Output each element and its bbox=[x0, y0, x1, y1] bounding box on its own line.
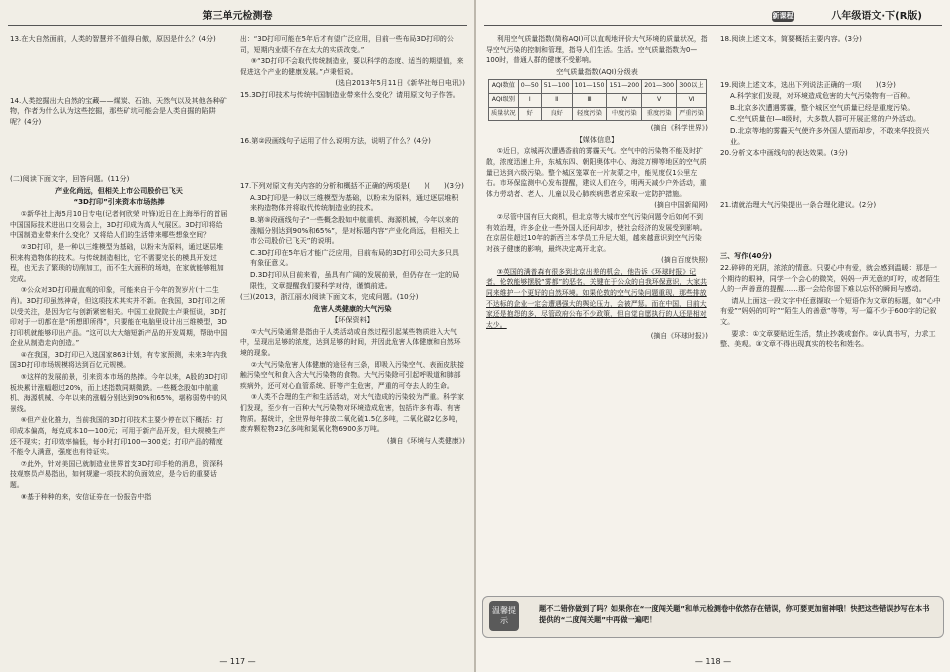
aqi-cell: 201—300 bbox=[642, 80, 677, 94]
section-3-heading: (三)(2013，浙江丽水)阅读下面文本，完成问题。(10分) bbox=[240, 292, 419, 302]
left-page-number: — 117 — bbox=[219, 657, 256, 666]
env-paragraph-1: ①大气污染通常是指由于人类活动或自然过程引起某些物质进入大气中，呈现出足够的浓度，达到足够的时间，并因此危害人体健康和自然环境的现象。 bbox=[240, 327, 461, 358]
source-note: (选自2013年5月11日《新华社每日电讯》) bbox=[335, 79, 465, 88]
aqi-cell: 中度污染 bbox=[607, 107, 642, 121]
article-subtitle: “3D打印”引来资本市场热捧 bbox=[73, 196, 165, 206]
media-source-2: (摘自百度快照) bbox=[661, 256, 708, 265]
question-13: 13.在大自然面前，人类的智慧并不值得自傲，原因是什么？(4分) bbox=[10, 34, 216, 43]
aqi-cell: 严重污染 bbox=[677, 107, 707, 121]
aqi-cell: 重度污染 bbox=[642, 107, 677, 121]
env-paragraph-3: ③人类不合理的生产和生活活动，对大气造成的污染较为严重。科学家们发现，至少有一百种大气污染物对环境造成危害，包括许多有毒、有害物质。据统计，全世界每年排放二氧化硫1.5亿多吨，二氧化碳2亿多吨，废弃颗粒物23亿多吨和氮氧化物6900多万吨。 bbox=[240, 393, 464, 434]
section-2-heading: (二)阅读下面文字，回答问题。(11分) bbox=[10, 174, 130, 184]
right-page bbox=[476, 0, 950, 672]
media-source-1: (摘自中国新闻网) bbox=[654, 201, 708, 210]
writing-heading: 三、写作(40分) bbox=[720, 251, 772, 261]
aqi-cell: 0—50 bbox=[518, 80, 541, 94]
aqi-cell: Ⅳ bbox=[607, 93, 642, 107]
aqi-cell: Ⅲ bbox=[572, 93, 607, 107]
tip-badge: 温馨提示 bbox=[489, 601, 519, 631]
aqi-cell: 300以上 bbox=[677, 80, 707, 94]
article-title: 产业化尚远，但相关上市公司股价已飞天 bbox=[55, 185, 183, 195]
aqi-table bbox=[488, 79, 707, 121]
aqi-cell: 好 bbox=[518, 107, 541, 121]
question-17: 17.下列对原文有关内容的分析和概括不正确的两项是( )( )(3分) bbox=[240, 181, 464, 191]
right-column-2 bbox=[720, 34, 942, 351]
aqi-table-row bbox=[489, 80, 707, 94]
paragraph-3: ③公众对3D打印最直观的印象，可能来自于今年的贺岁片(十二生肖)。3D打印虽然神奇，但这项技术其实并不新。在我国，3D打印之所以受关注，是因为它与创新紧密相关。中国工业院院士卢秉恒说，3D打印对于一切都在是“所想即所得”，只要能在电脑里设计出三维模型，3D打印机就能够印出产品。“这可以大大缩短新产品的开发周期，帮助中国企业从制造走向创造。” bbox=[10, 286, 228, 348]
question-16: 16.第②段画线句子运用了什么说明方法，说明了什么？(4分) bbox=[240, 135, 431, 145]
media-paragraph-1: ①近日，京城再次遭遇香前的雾霾天气。空气中的污染物不能及时扩散，浓度迅速上升，东城东四、朝阳奥体中心、海淀万柳等地区的空气质量已达到六级污染。整个城区笼罩在一片灰蒙之中，能见度仅1公里左右。市环保监测中心发布提醒，建议人们在今，明两天减少户外活动，重体力劳动者、老人、儿童以及心肺疾病患者应采取一定防护措施。 bbox=[486, 147, 707, 198]
env-paragraph-2: ②大气污染危害人体健康的途径有三条，即吸入污染空气、表面皮肤接触污染空气和食入含大气污染物的食物。大气污染除可引起呼吸道和肺部疾病外，还可对心血管系统、肝等产生危害，严重的可夺去人的生命。 bbox=[240, 360, 464, 390]
q19-option-c: C.空气质量在Ⅰ—Ⅱ级时，大多数人群可开展正常的户外活动。 bbox=[730, 114, 921, 124]
aqi-cell: 轻度污染 bbox=[572, 107, 607, 121]
quote-a: 出：“3D打印可能在5年后才有望广泛应用，目前一些布局3D打印的公司，短期内业绩不存在太大的实质改变。” bbox=[240, 35, 454, 54]
paragraph-2: ②3D打印，是一种以三维模型为基础，以粉末为原料，通过逐层堆积来构造物体的技术。与传统制造相比，它不需要完长的模具开发过程，也无去了繁琐的切削加工，而不生大面积的场地，在家就能够粗加完成。 bbox=[10, 242, 224, 283]
aqi-cell: Ⅰ bbox=[518, 93, 541, 107]
question-18: 18.阅读上述文本，简要概括主要内容。(3分) bbox=[720, 34, 862, 43]
question-14: 14.人类挖掘出大自然的宝藏——煤炭、石油、天然气以及其他各种矿物，作者为什么认为这些挖掘，那些矿坑可能会是人类自掘的陷阱呢？(4分) bbox=[10, 95, 227, 126]
paragraph-4: ④在我国，3D打印已入选国家863计划，有专家预测，未来3年内我国3D打印市场规模将达到百亿元规模。 bbox=[10, 350, 227, 370]
aqi-row-header: AQI数值 bbox=[489, 80, 519, 94]
aqi-intro: 利用空气质量指数(简称AQI)可以直观地评价大气环境的质量状况，指导空气污染的控制和管理，指导人们生活。生活。空气质量指数为0—100时，普通人群的健康不受影响。 bbox=[486, 35, 708, 65]
right-header bbox=[484, 4, 942, 26]
paragraph-1: ①新华社上海5月10日专电(记者何欣荣 叶锋)近日在上海举行的首届中国国际技术进出口交易会上，3D打印成为高人气展区。3D打印将给中国制造业带来什么变化？又将给人们的生活带来哪些想象空间？ bbox=[10, 210, 228, 240]
option-c: C.3D打印在5年后才能广泛应用，目前布局的3D打印公司大多只具有象征意义。 bbox=[250, 247, 460, 268]
aqi-cell: 151—200 bbox=[607, 80, 642, 94]
table-source: (摘自《科学世界》) bbox=[650, 124, 708, 133]
option-b: B.第⑤段画线句子“一些概念股如中航重机、海源机械，今年以来的涨幅分别达到90%和65%”，是对标题内容“产业化尚远，但相关上市公司股价已飞天”的说明。 bbox=[250, 214, 460, 246]
question-15: 15.3D打印技术与传统中国制造业带来什么变化？请用原文句子作答。 bbox=[240, 89, 460, 99]
q19-option-a: A.科学家们发现，对环境造成危害的大气污染物有一百种。 bbox=[730, 91, 915, 101]
aqi-cell: Ⅱ bbox=[541, 93, 572, 107]
aqi-row-header: AQI级别 bbox=[489, 93, 519, 107]
left-column-2 bbox=[240, 34, 465, 447]
tip-box bbox=[482, 596, 944, 638]
q19-option-b: B.北京多次遭遇雾霾，整个城区空气质量已经是重度污染。 bbox=[730, 102, 915, 112]
tip-text: 题不二错你做到了吗？如果你在“一度闯关题”和单元检测卷中依然存在错误，你可要更加留神哦！快把这些错误抄写在本书提供的“二度闯关题”中再做一遍吧！ bbox=[539, 604, 930, 624]
question-21: 21.请就治理大气污染提出一条合理化建议。(2分) bbox=[720, 199, 877, 209]
aqi-table-title: 空气质量指数(AQI)分级表 bbox=[556, 66, 638, 76]
paragraph-7: ⑦此外，针对美国已就制造业世界首支3D打印手枪的消息，资深科技观察员卢易指出，如何规避一项技术的负面效应，是今后的重要话题。 bbox=[10, 459, 224, 489]
aqi-table-row bbox=[489, 93, 707, 107]
media-label: 【媒体信息】 bbox=[575, 134, 619, 144]
env-label: 【环保资料】 bbox=[331, 315, 374, 325]
paragraph-6: ⑥但产业化推力，当前我国的3D打印技术主要少停在以下概括：打印成本偏高，每克成本10—100元；可用于新产品开发，但大规模生产还不现实；打印效率偏低，每小时打印100—300克；打印产品的精度不能令人满意，强度也有待证实。 bbox=[10, 416, 226, 457]
right-column-1 bbox=[486, 34, 708, 343]
question-19: 19.阅读上述文本，选出下列说法正确的一项( )(3分) bbox=[720, 79, 896, 89]
media-paragraph-3: ③英国的满普森有很多到北京出差的机会，他告诉《环球时报》记者，伦敦能够摆脱“雾都”的恶名，关键在于公众的自我环保意识，大家共同来维护一个更好的自然环境。如果伦敦的空气污染问题重现，那些排放不达标的企业一定会遭遇强大的舆论压力，会被严惩。而在中国，目前大家还是抱怨的多，尽管政府公布不少政策，但自觉自愿执行的人还是相对太少。 bbox=[486, 267, 708, 329]
right-header-title: 八年级语文·下(R版) bbox=[831, 11, 922, 22]
aqi-cell: 101—150 bbox=[572, 80, 607, 94]
aqi-cell: Ⅴ bbox=[642, 93, 677, 107]
right-page-number: — 118 — bbox=[694, 657, 732, 666]
aqi-table-row bbox=[489, 107, 707, 121]
question-22: 22.碎碎的光阴，浓浓的情意。只要心中有爱，就会感到温暖：那是一个期待的眼神，同学一个会心的微笑，妈妈一声无意的叮咛，或者陌生人的一声善意的提醒……那一会给你留下难以忘怀的瞬间与感动。 bbox=[720, 262, 940, 294]
option-a: A.3D打印是一种以三维模型为基础，以粉末为原料，通过逐层堆积来构造物体并将取代传统制造业的技术。 bbox=[250, 192, 459, 213]
media-paragraph-2: ②尽管中国有巨大商机，但北京等大城市空气污染问题令后如何不到有效治理，许多企业一些外国人还问却步，使社会经济的发展受到影响。在京居住超过10年的新西兰本学员工升尼大姐，越来越意识到空气污染对孩子健康的影响，最终决定离开北京。 bbox=[486, 212, 707, 253]
question-20: 20.分析文本中画线句的表达效果。(3分) bbox=[720, 148, 848, 158]
question-22-instruction: 请从上面这一段文字中任意撷取一个短语作为文章的标题，如“心中有爱”“妈妈的叮咛”“陌生人的善意”等等，写一篇不少于600字的记叙文。 bbox=[720, 295, 941, 326]
env-source: (摘自《环境与人类健康》) bbox=[387, 436, 465, 445]
article-2-title: 危害人类健康的大气污染 bbox=[313, 303, 392, 313]
paragraph-5: ⑤这样的发展前景，引来资本市场的热捧。今年以来，A股的3D打印板块累计涨幅超过20%，而上述指数同期微跌。一些概念股如中航重机、海源机械、今年以来的涨幅分别达到90%和65%，堪称弱势中的风景线。 bbox=[10, 373, 228, 413]
aqi-row-header: 质量状况 bbox=[489, 107, 519, 121]
left-header-title: 第三单元检测卷 bbox=[202, 11, 273, 22]
quote-b: ⑨“3D打印不会取代传统制造业，要以科学的态度、适当的期望值，来促进这个产业的健康发展。”卢秉恒说。 bbox=[240, 57, 464, 76]
aqi-cell: 良好 bbox=[541, 107, 572, 121]
left-column-1 bbox=[10, 34, 228, 503]
left-header bbox=[8, 4, 467, 26]
media-source-3: (摘自《环球时报》) bbox=[650, 332, 708, 341]
aqi-cell: Ⅵ bbox=[677, 93, 707, 107]
series-logo: 新课程 bbox=[772, 12, 794, 20]
option-d: D.3D打印从目前来看，虽具有广阔的发展前景，但仍存在一定的局限性，文章提醒我们要科学对待，谨慎前进。 bbox=[250, 269, 460, 290]
q19-option-d: D.北京等地的雾霾天气使许多外国人望而却步，不敢来华投资兴业。 bbox=[730, 125, 930, 146]
aqi-cell: 51—100 bbox=[541, 80, 572, 94]
question-22-requirements: 要求：①文章要贴近生活，禁止抄袭或套作。②认真书写，力求工整、美观。③文章不得出现真实的校名和姓名。 bbox=[720, 328, 936, 349]
paragraph-8: ⑧基于种种的来，安信证券在一份报告中指 bbox=[20, 492, 152, 501]
